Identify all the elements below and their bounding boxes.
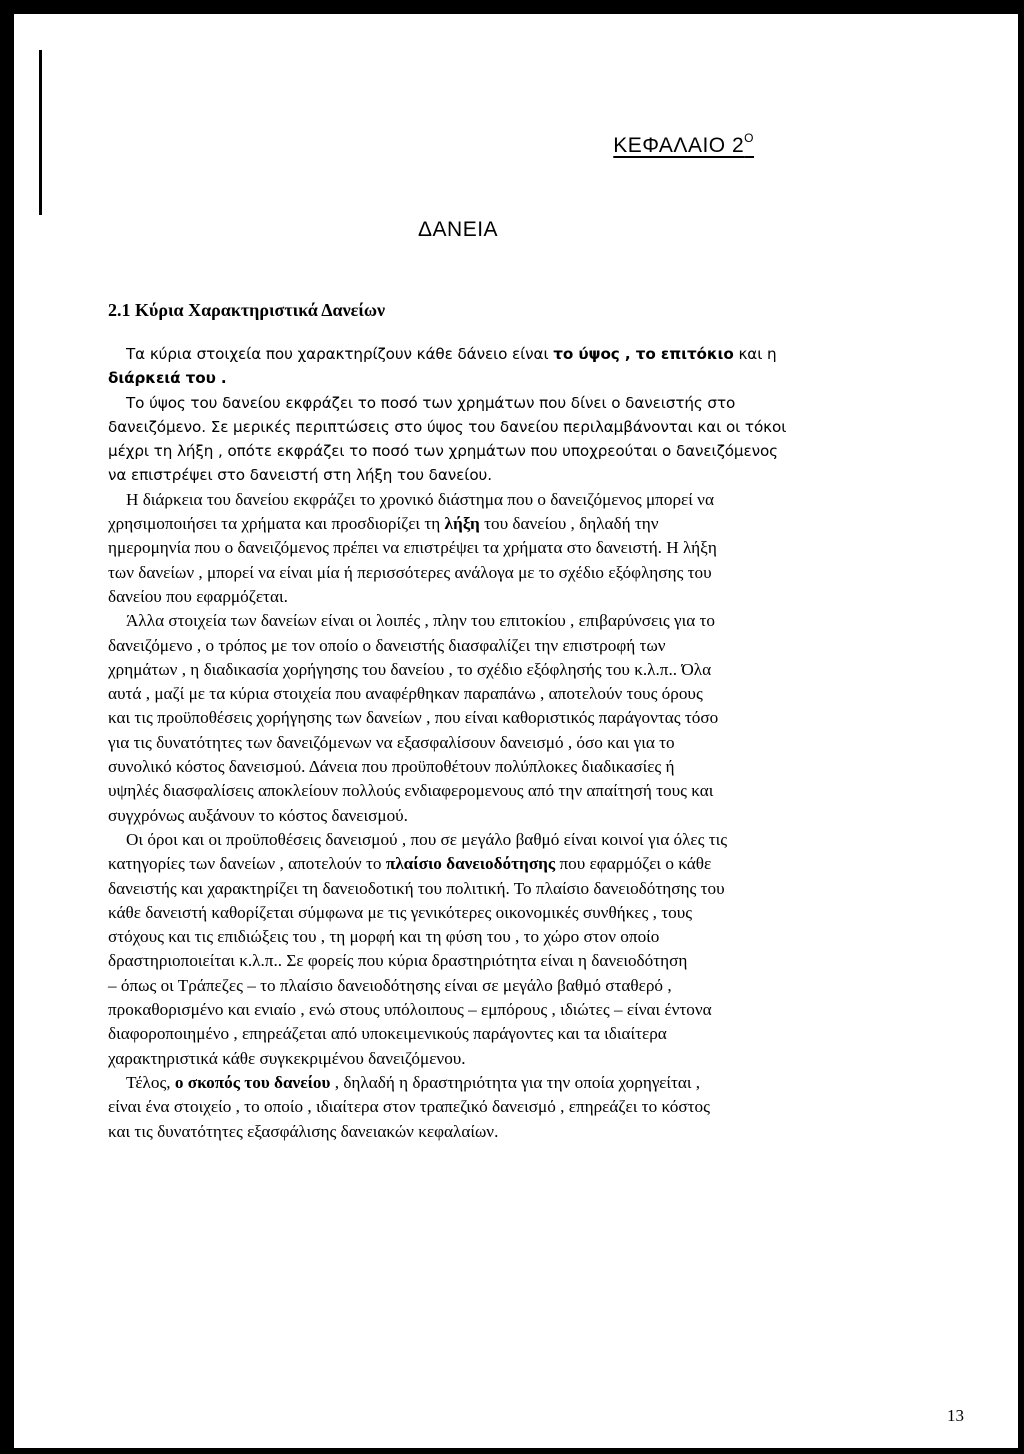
text-line [108, 804, 908, 828]
text-segment: Άλλα στοιχεία των δανείων είναι οι λοιπές , πλην του επιτοκίου , επιβαρύνσεις για το [126, 611, 716, 631]
text-segment: να επιστρέψει στο δανειστή στη λήξη του δανείου. [108, 466, 492, 485]
text-line [108, 1022, 908, 1046]
text-line [108, 634, 908, 658]
text-segment: του δανείου , δηλαδή την [479, 514, 659, 534]
text-line [108, 342, 908, 366]
text-line [108, 852, 908, 876]
emphasized-term: λήξη [444, 514, 480, 534]
text-segment: δανειζόμενο , ο τρόπος με τον οποίο ο δανειστής διασφαλίζει την επιστροφή των [108, 635, 666, 655]
text-line [108, 1120, 908, 1144]
emphasized-term: πλαίσιο δανειοδότησης [385, 854, 556, 874]
text-line [108, 366, 908, 390]
text-segment: χρημάτων , η διαδικασία χορήγησης του δανείου , το σχέδιο εξόφλησής του κ.λ.π.. Όλα [108, 659, 712, 679]
text-segment: Η διάρκεια του δανείου εκφράζει το χρονικό διάστημα που ο δανειζόμενος μπορεί να [126, 489, 714, 509]
text-segment: υψηλές διασφαλίσεις αποκλείουν πολλούς ενδιαφερομενους από την απαίτησή τους και [108, 781, 714, 801]
text-line [108, 949, 908, 973]
text-segment: χρησιμοποιήσει τα χρήματα και προσδιορίζει τη [108, 514, 445, 534]
text-line [108, 925, 908, 949]
text-segment: και η [733, 345, 777, 363]
text-segment: Το ύψος του δανείου εκφράζει το ποσό των χρημάτων που δίνει ο δανειστής στο [126, 393, 736, 412]
text-line [108, 998, 908, 1022]
text-line [108, 536, 908, 560]
text-segment: συγχρόνως αυξάνουν το κόστος δανεισμού. [108, 805, 408, 825]
text-line [108, 706, 908, 730]
text-line [108, 561, 908, 585]
chapter-heading [14, 131, 754, 158]
text-line [108, 391, 908, 415]
text-segment: διαφοροποιημένο , επηρεάζεται από υποκειμενικούς παράγοντες και τα ιδιαίτερα [108, 1024, 667, 1044]
text-segment: των δανείων , μπορεί να είναι μία ή περισσότερες ανάλογα με το σχέδιο εξόφλησης του [108, 562, 712, 582]
subject-title: ΔΑΝΕΙΑ [418, 218, 499, 241]
text-segment: κάθε δανειστή καθορίζεται σύμφωνα με τις γενικότερες οικονομικές συνθήκες , τους [108, 902, 693, 922]
text-segment: δανειστής και χαρακτηρίζει τη δανειοδοτική του πολιτική. Το πλαίσιο δανειοδότησης του [108, 878, 725, 898]
text-segment: μέχρι τη λήξη , οπότε εκφράζει το ποσό των χρημάτων που υποχρεούται ο δανειζόμενος [108, 442, 778, 461]
text-segment: συνολικό κόστος δανεισμού. Δάνεια που προϋποθέτουν πολύπλοκες διαδικασίες ή [108, 757, 675, 777]
emphasized-term: ο σκοπός του δανείου [174, 1072, 331, 1092]
text-line [108, 463, 908, 487]
text-segment: , δηλαδή η δραστηριότητα για την οποία χορηγείται , [330, 1072, 701, 1092]
text-line [108, 779, 908, 803]
text-segment: είναι ένα στοιχείο , το οποίο , ιδιαίτερα στον τραπεζικό δανεισμό , επηρεάζει το κόστος [108, 1097, 710, 1117]
text-line [108, 658, 908, 682]
section-heading: 2.1 Κύρια Χαρακτηριστικά Δανείων [108, 300, 386, 320]
text-segment: – όπως οι Τράπεζες – το πλαίσιο δανειοδότησης είναι σε μεγάλο βαθμό σταθερό , [108, 975, 672, 995]
text-segment: προκαθορισμένο και ενιαίο , ενώ στους υπόλοιπους – εμπόρους , ιδιώτες – είναι έντονα [108, 1000, 712, 1020]
paper-sheet [14, 14, 1018, 1448]
text-segment: Τα κύρια στοιχεία που χαρακτηρίζουν κάθε δάνειο είναι [126, 345, 554, 363]
text-segment: και τις προϋποθέσεις χορήγησης των δανείων , που είναι καθοριστικός παράγοντας τόσο [108, 708, 719, 728]
text-segment: και τις δυνατότητες εξασφάλισης δανειακών κεφαλαίων. [108, 1121, 499, 1141]
text-line [108, 731, 908, 755]
text-line [108, 1071, 908, 1095]
text-segment: δανείου που εφαρμόζεται. [108, 586, 288, 606]
text-segment: κατηγορίες των δανείων , αποτελούν το [108, 854, 386, 874]
text-segment: που εφαρμόζει ο κάθε [555, 854, 712, 874]
text-line [108, 585, 908, 609]
chapter-title: ΚΕΦΑΛΑΙΟ 2 [613, 134, 745, 157]
text-segment: χαρακτηριστικά κάθε συγκεκριμένου δανειζόμενου. [108, 1048, 466, 1068]
chapter-number-superscript: Ο [744, 131, 754, 145]
page-number: 13 [947, 1406, 964, 1425]
text-line [108, 828, 908, 852]
text-line [108, 755, 908, 779]
body-text [108, 342, 908, 1144]
text-segment: Τέλος, [126, 1072, 175, 1092]
text-segment: αυτά , μαζί με τα κύρια στοιχεία που αναφέρθηκαν παραπάνω , αποτελούν τους όρους [108, 684, 703, 704]
text-line [108, 415, 908, 439]
text-segment: δανειζόμενο. Σε μερικές περιπτώσεις στο ύψος του δανείου περιλαμβάνονται και οι τόκοι [108, 417, 787, 436]
text-line [108, 877, 908, 901]
text-line [108, 439, 908, 463]
text-line [108, 682, 908, 706]
text-segment: στόχους και τις επιδιώξεις του , τη μορφή και τη φύση του , το χώρο στον οποίο [108, 927, 660, 947]
text-line [108, 609, 908, 633]
text-line [108, 1095, 908, 1119]
text-segment: δραστηριοποιείται κ.λ.π.. Σε φορείς που κύρια δραστηριότητα είναι η δανειοδότηση [108, 951, 688, 971]
emphasized-term: το ύψος , το επιτόκιο [553, 345, 734, 363]
text-segment: Οι όροι και οι προϋποθέσεις δανεισμού , που σε μεγάλο βαθμό είναι κοινοί για όλες τις [126, 829, 728, 849]
text-line [108, 512, 908, 536]
text-line [108, 488, 908, 512]
emphasized-term: διάρκειά του . [108, 369, 227, 388]
text-line [108, 974, 908, 998]
text-segment: για τις δυνατότητες των δανειζόμενων να εξασφαλίσουν δανεισμό , όσο και για το [108, 732, 675, 752]
text-line [108, 1047, 908, 1071]
text-segment: ημερομηνία που ο δανειζόμενος πρέπει να επιστρέψει τα χρήματα στο δανειστή. Η λήξη [108, 538, 717, 558]
text-line [108, 901, 908, 925]
